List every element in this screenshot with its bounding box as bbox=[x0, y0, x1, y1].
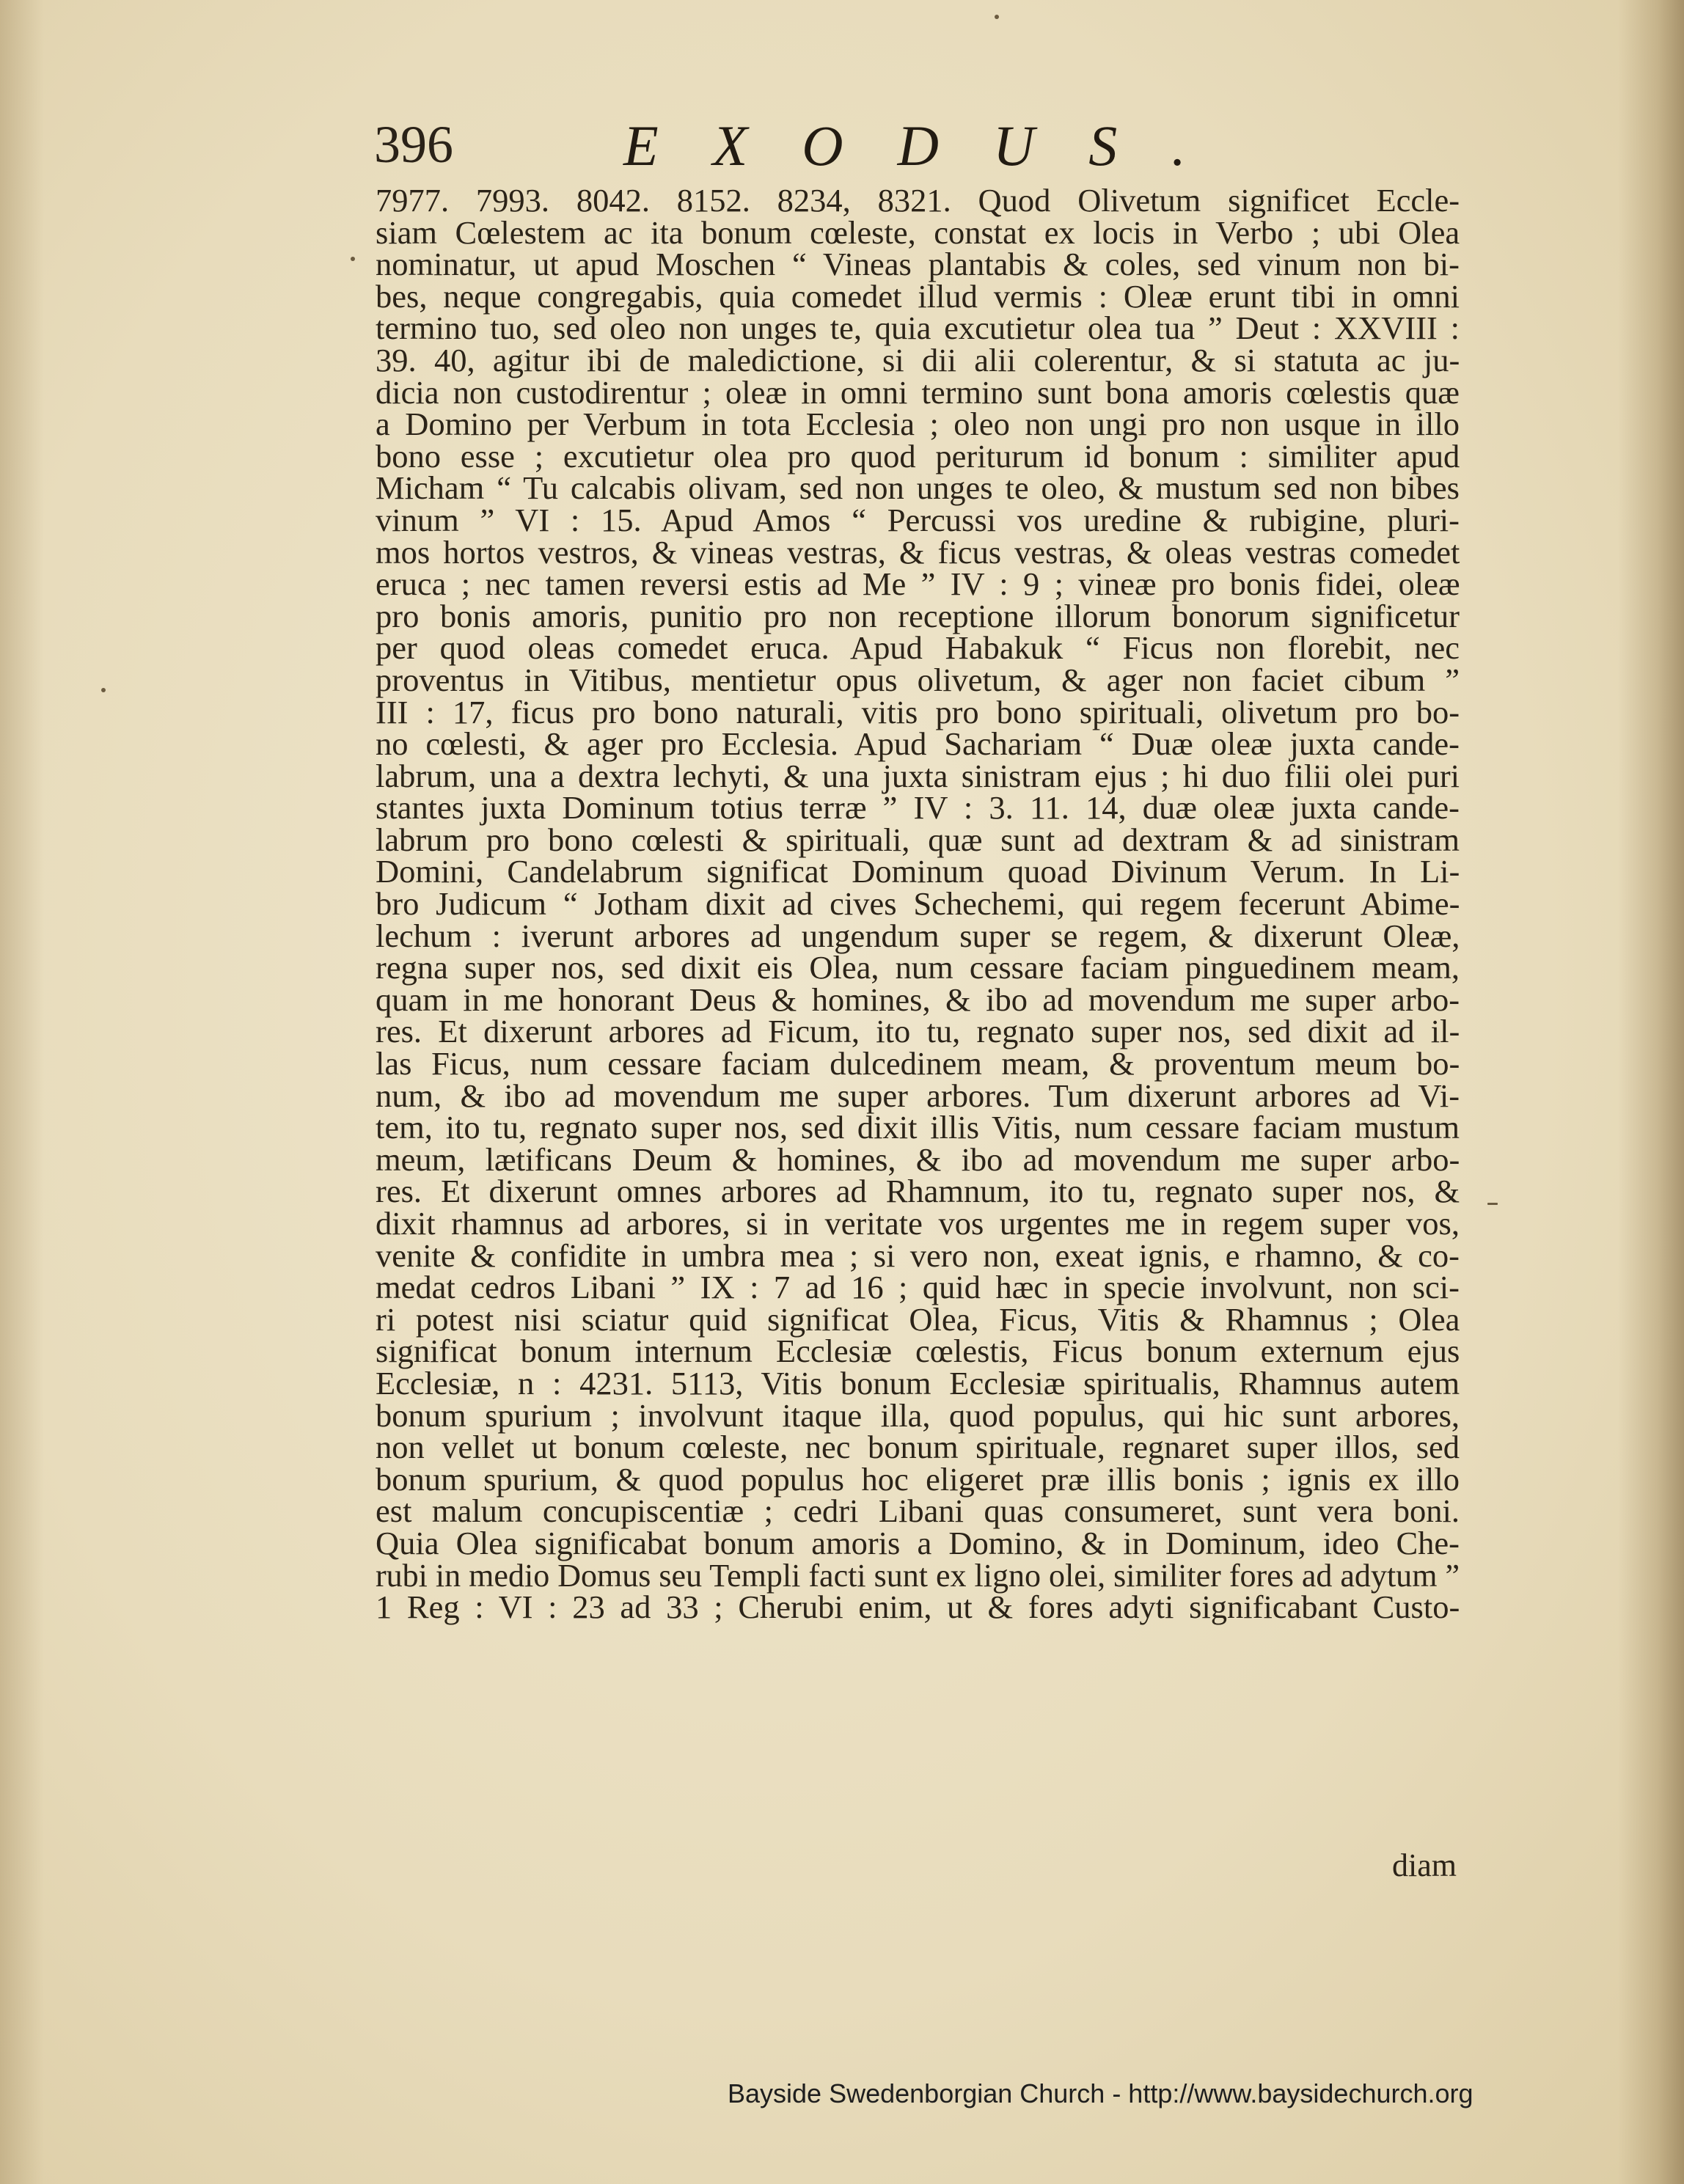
text-line: Ecclesiæ, n : 4231. 5113, Vitis bonum Ecclesiæ spiritualis, Rhamnus autem bbox=[376, 1364, 1460, 1401]
text-line: pro bonis amoris, punitio pro non receptione illorum bonorum significetur bbox=[376, 597, 1460, 634]
text-line: a Domino per Verbum in tota Ecclesia ; oleo non ungi pro non usque in illo bbox=[376, 406, 1460, 443]
catchword: diam bbox=[1392, 1847, 1457, 1883]
paper-speck bbox=[101, 688, 106, 692]
page-header bbox=[374, 110, 1460, 176]
text-line: stantes juxta Dominum totius terræ ” IV : 3. 11. 14, duæ oleæ juxta cande- bbox=[376, 789, 1460, 827]
text-line: labrum, una a dextra lechyti, & una juxta sinistram ejus ; hi duo filii olei puri bbox=[376, 757, 1460, 794]
paper-speck bbox=[995, 15, 999, 19]
text-line: labrum pro bono cœlesti & spirituali, quæ sunt ad dextram & ad sinistram bbox=[376, 821, 1460, 858]
page-number: 396 bbox=[374, 115, 453, 174]
text-line: las Ficus, num cessare faciam dulcedinem meam, & proventum meum bo- bbox=[376, 1045, 1460, 1082]
text-line: III : 17, ficus pro bono naturali, vitis pro bono spirituali, olivetum pro bo- bbox=[376, 693, 1460, 730]
text-line: bonum spurium ; involvunt itaque illa, quod populus, qui hic sunt arbores, bbox=[376, 1396, 1460, 1434]
text-line: ri potest nisi sciatur quid significat Olea, Ficus, Vitis & Rhamnus ; Olea bbox=[376, 1300, 1460, 1338]
left-page-shadow bbox=[0, 0, 44, 2184]
text-line: eruca ; nec tamen reversi estis ad Me ” IV : 9 ; vineæ pro bonis fidei, oleæ bbox=[376, 565, 1460, 603]
text-line: 7977. 7993. 8042. 8152. 8234, 8321. Quod Olivetum significet Eccle- bbox=[376, 182, 1460, 219]
paper-speck bbox=[351, 257, 355, 261]
text-line: num, & ibo ad movendum me super arbores. Tum dixerunt arbores ad Vi- bbox=[376, 1077, 1460, 1114]
text-line: regna super nos, sed dixit eis Olea, num cessare faciam pinguedinem meam, bbox=[376, 949, 1460, 986]
text-line: non vellet ut bonum cœleste, nec bonum spirituale, regnaret super illos, sed bbox=[376, 1429, 1460, 1466]
text-line: dixit rhamnus ad arbores, si in veritate vos urgentes me in regem super vos, bbox=[376, 1205, 1460, 1242]
footer-attribution: Bayside Swedenborgian Church - http://www.baysidechurch.org bbox=[728, 2078, 1474, 2108]
text-line: Micham “ Tu calcabis olivam, sed non unges te oleo, & mustum sed non bibes bbox=[376, 469, 1460, 507]
text-line: dicia non custodirentur ; oleæ in omni termino sunt bona amoris cœlestis quæ bbox=[376, 373, 1460, 411]
text-line: vinum ” VI : 15. Apud Amos “ Percussi vos uredine & rubigine, pluri- bbox=[376, 501, 1460, 538]
text-line: mos hortos vestros, & vineas vestras, & ficus vestras, & oleas vestras comedet bbox=[376, 533, 1460, 571]
body-text bbox=[376, 182, 1460, 1626]
text-line: bro Judicum “ Jotham dixit ad cives Schechemi, qui regem fecerunt Abime- bbox=[376, 885, 1460, 923]
text-line: lechum : iverunt arbores ad ungendum super se regem, & dixerunt Oleæ, bbox=[376, 917, 1460, 954]
text-line: bonum spurium, & quod populus hoc eligeret præ illis bonis ; ignis ex illo bbox=[376, 1460, 1460, 1498]
text-line: rubi in medio Domus seu Templi facti sunt ex ligno olei, similiter fores ad adytum ” bbox=[376, 1556, 1460, 1594]
running-title: EXODUS. bbox=[623, 114, 1240, 177]
text-line: bes, neque congregabis, quia comedet illud vermis : Oleæ erunt tibi in omni bbox=[376, 277, 1460, 315]
text-line: 39. 40, agitur ibi de maledictione, si dii alii colerentur, & si statuta ac ju- bbox=[376, 341, 1460, 378]
text-line: 1 Reg : VI : 23 ad 33 ; Cherubi enim, ut & fores adyti significabant Custo- bbox=[376, 1588, 1460, 1626]
right-page-edge bbox=[1618, 0, 1684, 2184]
text-line: est malum concupiscentiæ ; cedri Libani quas consumeret, sunt vera boni. bbox=[376, 1492, 1460, 1530]
text-line: venite & confidite in umbra mea ; si vero non, exeat ignis, e rhamno, & co- bbox=[376, 1236, 1460, 1274]
text-line: meum, lætificans Deum & homines, & ibo ad movendum me super arbo- bbox=[376, 1140, 1460, 1178]
text-line: bono esse ; excutietur olea pro quod periturum id bonum : similiter apud bbox=[376, 437, 1460, 474]
text-line: tem, ito tu, regnato super nos, sed dixit illis Vitis, num cessare faciam mustum bbox=[376, 1109, 1460, 1146]
text-line: Domini, Candelabrum significat Dominum quoad Divinum Verum. In Li- bbox=[376, 853, 1460, 890]
paper-speck bbox=[1487, 1203, 1498, 1205]
text-line: Quia Olea significabat bonum amoris a Domino, & in Dominum, ideo Che- bbox=[376, 1524, 1460, 1561]
text-line: medat cedros Libani ” IX : 7 ad 16 ; quid hæc in specie involvunt, non sci- bbox=[376, 1269, 1460, 1306]
text-line: significat bonum internum Ecclesiæ cœlestis, Ficus bonum externum ejus bbox=[376, 1333, 1460, 1370]
text-line: proventus in Vitibus, mentietur opus olivetum, & ager non faciet cibum ” bbox=[376, 661, 1460, 698]
text-line: no cœlesti, & ager pro Ecclesia. Apud Sachariam “ Duæ oleæ juxta cande- bbox=[376, 725, 1460, 763]
text-line: res. Et dixerunt omnes arbores ad Rhamnum, ito tu, regnato super nos, & bbox=[376, 1173, 1460, 1210]
text-line: siam Cœlestem ac ita bonum cœleste, constat ex locis in Verbo ; ubi Olea bbox=[376, 213, 1460, 251]
text-line: per quod oleas comedet eruca. Apud Habakuk “ Ficus non florebit, nec bbox=[376, 629, 1460, 667]
text-line: termino tuo, sed oleo non unges te, quia excutietur olea tua ” Deut : XXVIII : bbox=[376, 309, 1460, 347]
text-line: res. Et dixerunt arbores ad Ficum, ito tu, regnato super nos, sed dixit ad il- bbox=[376, 1013, 1460, 1050]
text-line: quam in me honorant Deus & homines, & ibo ad movendum me super arbo- bbox=[376, 981, 1460, 1018]
text-line: nominatur, ut apud Moschen “ Vineas plantabis & coles, sed vinum non bi- bbox=[376, 246, 1460, 283]
